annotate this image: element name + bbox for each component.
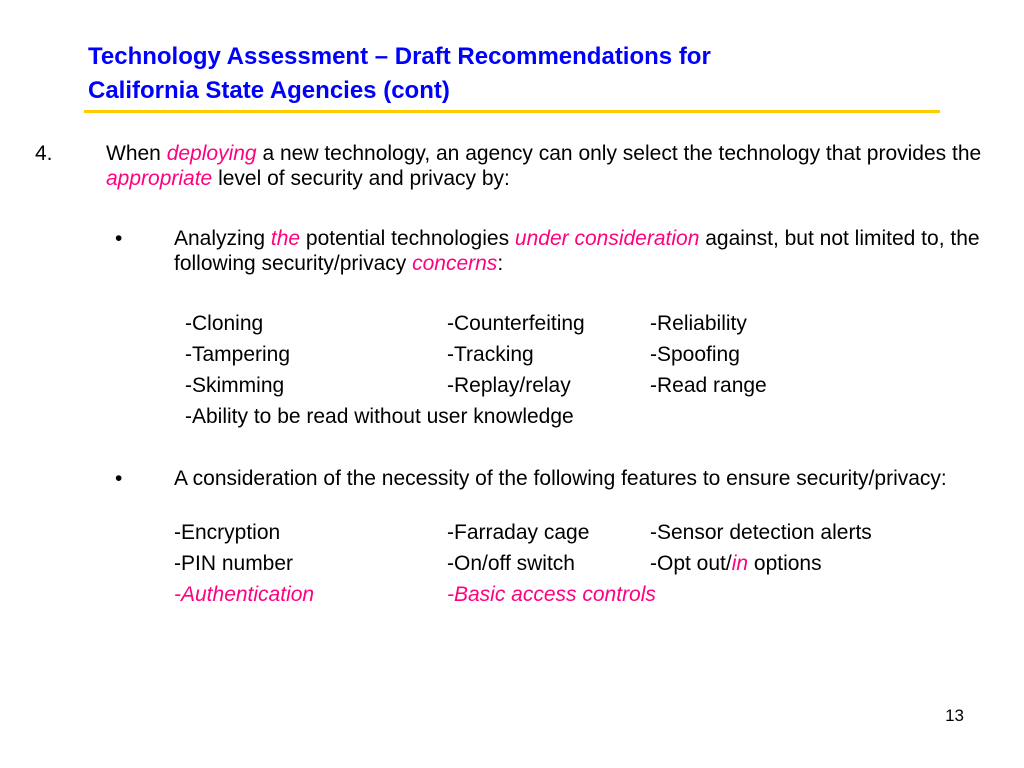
concern-item: -Cloning [185,312,264,335]
bullet-text-part: A consideration of the necessity of the following features to ensure security/privacy: [174,467,947,490]
feature-item: -PIN number [174,552,294,575]
concern-item: -Tampering [185,343,291,366]
feature-item [650,550,822,578]
feature-row [174,519,974,547]
item-text-part: When [106,142,167,165]
page-number: 13 [945,706,964,725]
feature-row [174,581,974,609]
emphasis-appropriate: appropriate [106,167,213,190]
concern-item: -Tracking [447,343,534,366]
feature-item: -Farraday cage [447,521,590,544]
concern-item: -Replay/relay [447,374,571,397]
title-underline [84,110,940,113]
title-line-1: Technology Assessment – Draft Recommendations for [88,43,711,70]
concern-row [185,341,885,369]
feature-item-basic-access-controls: -Basic access controls [447,583,656,606]
bullet-text-2 [174,466,994,491]
concern-row [185,403,885,431]
bullet-text-part: against, but not limited to, the following security/privacy [174,227,980,275]
concern-item: -Read range [650,374,767,397]
concern-row [185,310,885,338]
concern-row [185,372,885,400]
bullet-text-part: potential technologies [300,227,515,250]
bullet-text-part: Analyzing [174,227,271,250]
feature-item-authentication: -Authentication [174,583,315,606]
feature-item: -On/off switch [447,552,575,575]
feature-row [174,550,974,578]
concern-item: -Ability to be read without user knowledge [185,405,574,428]
item-text-part: level of security and privacy by: [212,167,510,190]
bullet-point-2: • [115,467,123,490]
item-text-part: a new technology, an agency can only select the technology that provides the [256,142,982,165]
emphasis-deploying: deploying [166,142,257,165]
feature-item-part: options [748,552,822,575]
emphasis-concerns: concerns [412,252,498,275]
feature-item: -Encryption [174,521,281,544]
feature-item: -Sensor detection alerts [650,521,872,544]
bullet-text-part: : [497,252,504,275]
bullet-text-1 [174,226,994,276]
concern-item: -Reliability [650,312,747,335]
emphasis-in: in [731,552,749,575]
concern-item: -Spoofing [650,343,740,366]
concern-item: -Counterfeiting [447,312,585,335]
item-text [106,141,986,191]
slide-title [88,40,948,108]
emphasis-the: the [270,227,301,250]
feature-item-part: -Opt out/ [650,552,732,575]
title-line-2: California State Agencies (cont) [88,77,450,104]
emphasis-under-consideration: under consideration [514,227,700,250]
concern-item: -Skimming [185,374,285,397]
item-number: 4. [35,142,53,165]
bullet-point-1: • [115,227,123,250]
